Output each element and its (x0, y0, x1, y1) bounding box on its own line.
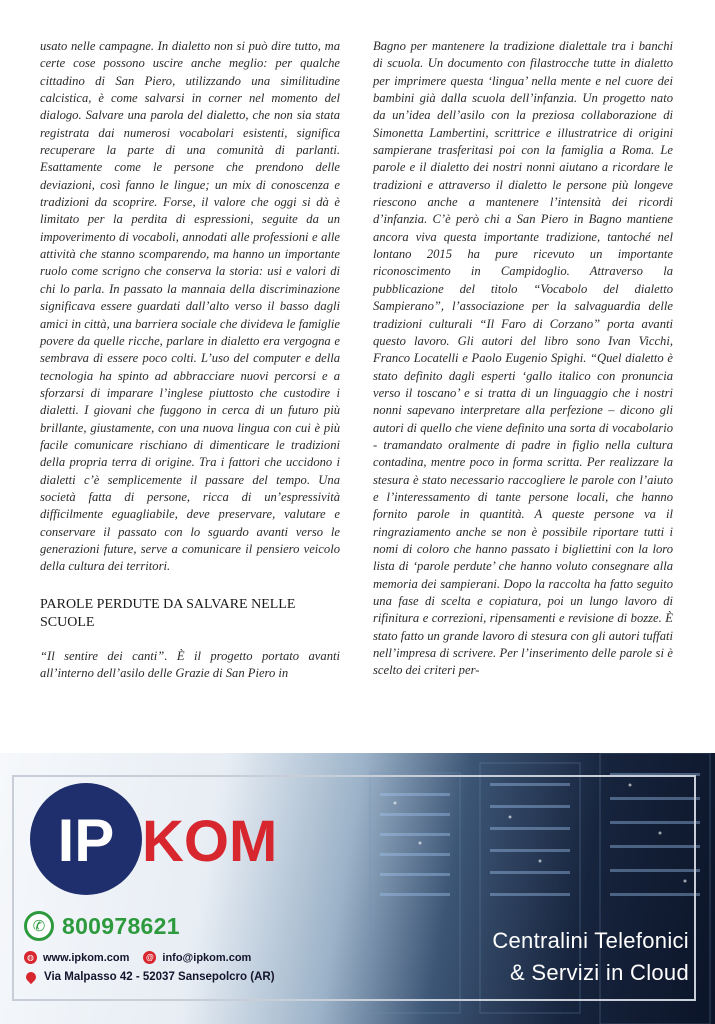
logo-ip-text: IP (57, 807, 115, 874)
paragraph: Bagno per mantenere la tradizione dialettale tra i banchi di scuola. Un documento con filastrocche tutte in dialetto per imprimere questa ‘lingua’ nella mente e nel cuore dei bambini già dalla scuola dell’infanzia. Un progetto nato da un’idea dell’asilo con la preziosa collaborazione di Simonetta Lambertini, scrittrice e illustratrice di origini sampierane trasferitasi poi con la famiglia a Roma. Le parole e il dialetto dei nostri nonni aiutano a ricordare le tradizioni e attraverso il dialetto le persone più longeve riescono anche a mantenere l’intensità dei ricordi d’infanzia. C’è però chi a San Piero in Bagno mantiene ancora viva questa importante tradizione, tantoché nel lontano 2015 ha pure ricevuto un importante riconoscimento in Campidoglio. Attraverso la pubblicazione del titolo “Vocabolo del dialetto Sampierano”, l’associazione per la salvaguardia delle tradizioni culturali “Il Faro di Corzano” porta avanti questo lavoro. Gli autori del libro sono Ivan Vicchi, Franco Locatelli e Paolo Eugenio Spighi. “Quel dialetto è stato definito dagli esperti ‘gallo italico con pronuncia verso il toscano’ e si tratta di un linguaggio che i nostri nonni sapevano interpretare alla perfezione – dicono gli autori di quello che viene definito una sorta di vocabolario - tramandato oralmente di padre in figlio nella cultura contadina, mentre poco in forma scritta. Per realizzare la stesura è stato necessario raccogliere le parole con l’aiuto e l’interessamento di tante persone locali, che hanno fornito parole in quantità. A queste persone va il ringraziamento anche se non è possibile riportare tutti i nomi di coloro che hanno passato i bigliettini con la loro lista di ‘parole perdute’ che hanno voluto consegnare alla memoria dei sampierani. Dopo la raccolta ha fatto seguito una fase di scelta e copiatura, poi un lungo lavoro di rifinitura e correzioni, ripensamenti e revisione di bozze. È stato fatto un grande lavoro di stesura con gli autori tuffati nell’impresa di scrivere. Per l’inserimento delle parole si è scelto dei criteri per- (373, 39, 673, 678)
phone-number[interactable]: 800978621 (62, 912, 180, 939)
paragraph: usato nelle campagne. In dialetto non si può dire tutto, ma certe cose possono uscire anche meglio: per qualche cittadino di San Piero, utilizzando una similitudine calcistica, è come salvarsi in corner nel momento del dialogo. Salvare una parola del dialetto, che non sia stata registrata dai numerosi vocabolari esistenti, significa recuperare la parte di una comunità di parlanti. Esattamente come le persone che prendono delle deviazioni, così fanno le lingue; un mix di conoscenza e tradizioni da scoprire. Forse, il valore che oggi si dà è limitato per la perdita di espressioni, seguite da un impoverimento di vocaboli, annodati alle professioni e alle attività che stanno scomparendo, ma hanno un importante ruolo come scrigno che conserva la storia: usi e valori di chi lo parla. In passato la mannaia della discriminazione significava essere guardati dall’alto verso il basso dagli amici in città, una barriera sociale che divideva le famiglie povere da quelle ricche, parlare in dialetto era vergogna e sembrava di essere poco colti. L’uso del computer e della tecnologia ha spinto ad abbracciare nuovi percorsi e a sforzarsi di imparare l’inglese piuttosto che custodire i dialetti. I giovani che fuggono in cerca di un futuro più brillante, giustamente, con una nuova lingua con cui è più facile comunicare rischiano di dimenticare le tradizioni della propria terra di origine. Tra i fattori che uccidono i dialetti c’è semplicemente il passare del tempo. Una società fatta di persone, ricca di un’espressività difficilmente eguagliabile, deve preservare, valutare e conservare il passato con lo sguardo avanti verso le generazioni future, serve a comunicare il pensiero veicolo della cultura dei territori. (40, 39, 340, 574)
tagline-line-1: Centralini Telefonici (492, 928, 689, 953)
tagline-line-2: & Servizi in Cloud (509, 960, 689, 985)
logo-kom-text: KOM (142, 809, 278, 874)
column-right (373, 38, 673, 680)
website-link[interactable]: www.ipkom.com (43, 951, 130, 964)
email-link[interactable]: info@ipkom.com (162, 951, 252, 964)
map-pin-icon (24, 970, 38, 984)
address-row (24, 971, 275, 983)
ad-tagline (492, 925, 689, 989)
globe-icon: ◍ (24, 951, 37, 964)
phone-contact[interactable] (24, 909, 180, 943)
at-icon: @ (143, 951, 156, 964)
section-subheading: PAROLE PERDUTE DA SALVARE NELLE SCUOLE (40, 596, 296, 630)
address-text: Via Malpasso 42 - 52037 Sansepolcro (AR) (44, 971, 275, 983)
column-left (40, 38, 340, 682)
phone-icon: ✆ (24, 911, 54, 941)
paragraph: “Il sentire dei canti”. È il progetto portato avanti all’interno dell’asilo delle Grazie di San Piero in (40, 648, 340, 680)
ipkom-advertisement[interactable] (0, 753, 715, 1024)
ipkom-logo (24, 781, 296, 897)
web-email-row (24, 951, 251, 964)
